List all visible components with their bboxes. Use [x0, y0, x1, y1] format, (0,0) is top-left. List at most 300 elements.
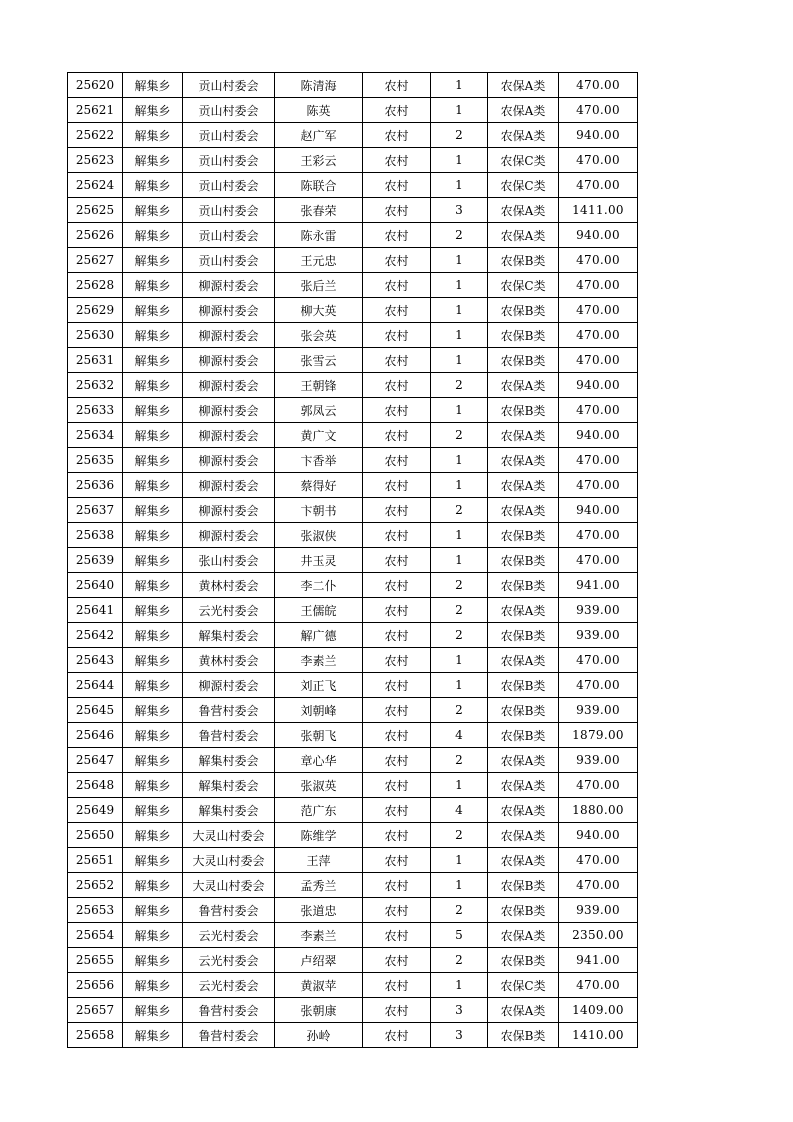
- village-committee-cell: 大灵山村委会: [183, 823, 275, 848]
- household-count-cell: 2: [431, 598, 488, 623]
- name-cell: 卞朝书: [275, 498, 363, 523]
- table-row: [68, 948, 638, 973]
- record-id-cell: 25639: [68, 548, 123, 573]
- amount-cell: 940.00: [559, 223, 638, 248]
- area-type-cell: 农村: [363, 948, 431, 973]
- household-count-cell: 2: [431, 698, 488, 723]
- category-cell: 农保B类: [488, 1023, 559, 1048]
- township-cell: 解集乡: [123, 673, 183, 698]
- township-cell: 解集乡: [123, 98, 183, 123]
- name-cell: 李素兰: [275, 648, 363, 673]
- name-cell: 王朝锋: [275, 373, 363, 398]
- name-cell: 刘朝峰: [275, 698, 363, 723]
- table-row: [68, 473, 638, 498]
- village-committee-cell: 大灵山村委会: [183, 873, 275, 898]
- name-cell: 孙岭: [275, 1023, 363, 1048]
- township-cell: 解集乡: [123, 398, 183, 423]
- table-row: [68, 673, 638, 698]
- amount-cell: 941.00: [559, 948, 638, 973]
- household-count-cell: 3: [431, 998, 488, 1023]
- village-committee-cell: 柳源村委会: [183, 423, 275, 448]
- area-type-cell: 农村: [363, 673, 431, 698]
- amount-cell: 470.00: [559, 273, 638, 298]
- category-cell: 农保B类: [488, 623, 559, 648]
- category-cell: 农保A类: [488, 73, 559, 98]
- category-cell: 农保B类: [488, 898, 559, 923]
- household-count-cell: 2: [431, 123, 488, 148]
- township-cell: 解集乡: [123, 473, 183, 498]
- amount-cell: 940.00: [559, 373, 638, 398]
- village-committee-cell: 柳源村委会: [183, 473, 275, 498]
- area-type-cell: 农村: [363, 523, 431, 548]
- area-type-cell: 农村: [363, 648, 431, 673]
- amount-cell: 470.00: [559, 173, 638, 198]
- village-committee-cell: 贡山村委会: [183, 248, 275, 273]
- household-count-cell: 1: [431, 148, 488, 173]
- category-cell: 农保B类: [488, 673, 559, 698]
- township-cell: 解集乡: [123, 898, 183, 923]
- township-cell: 解集乡: [123, 498, 183, 523]
- household-count-cell: 1: [431, 98, 488, 123]
- record-id-cell: 25643: [68, 648, 123, 673]
- amount-cell: 940.00: [559, 123, 638, 148]
- table-row: [68, 298, 638, 323]
- table-row: [68, 198, 638, 223]
- village-committee-cell: 贡山村委会: [183, 198, 275, 223]
- category-cell: 农保B类: [488, 248, 559, 273]
- area-type-cell: 农村: [363, 223, 431, 248]
- village-committee-cell: 柳源村委会: [183, 398, 275, 423]
- amount-cell: 470.00: [559, 548, 638, 573]
- table-row: [68, 323, 638, 348]
- amount-cell: 939.00: [559, 598, 638, 623]
- name-cell: 张雪云: [275, 348, 363, 373]
- household-count-cell: 1: [431, 273, 488, 298]
- area-type-cell: 农村: [363, 973, 431, 998]
- category-cell: 农保A类: [488, 198, 559, 223]
- village-committee-cell: 柳源村委会: [183, 348, 275, 373]
- table-row: [68, 423, 638, 448]
- area-type-cell: 农村: [363, 248, 431, 273]
- amount-cell: 939.00: [559, 898, 638, 923]
- name-cell: 郭凤云: [275, 398, 363, 423]
- area-type-cell: 农村: [363, 398, 431, 423]
- village-committee-cell: 大灵山村委会: [183, 848, 275, 873]
- record-id-cell: 25630: [68, 323, 123, 348]
- village-committee-cell: 张山村委会: [183, 548, 275, 573]
- township-cell: 解集乡: [123, 598, 183, 623]
- table-row: [68, 648, 638, 673]
- village-committee-cell: 贡山村委会: [183, 73, 275, 98]
- township-cell: 解集乡: [123, 298, 183, 323]
- household-count-cell: 4: [431, 723, 488, 748]
- amount-cell: 470.00: [559, 398, 638, 423]
- village-committee-cell: 云光村委会: [183, 598, 275, 623]
- category-cell: 农保A类: [488, 98, 559, 123]
- township-cell: 解集乡: [123, 798, 183, 823]
- table-row: [68, 798, 638, 823]
- area-type-cell: 农村: [363, 348, 431, 373]
- category-cell: 农保B类: [488, 298, 559, 323]
- village-committee-cell: 贡山村委会: [183, 98, 275, 123]
- record-id-cell: 25647: [68, 748, 123, 773]
- table-row: [68, 348, 638, 373]
- name-cell: 范广东: [275, 798, 363, 823]
- table-body: [68, 73, 638, 1048]
- name-cell: 王儒皖: [275, 598, 363, 623]
- table-row: [68, 748, 638, 773]
- record-id-cell: 25624: [68, 173, 123, 198]
- household-count-cell: 1: [431, 473, 488, 498]
- area-type-cell: 农村: [363, 548, 431, 573]
- amount-cell: 939.00: [559, 748, 638, 773]
- amount-cell: 940.00: [559, 823, 638, 848]
- amount-cell: 470.00: [559, 848, 638, 873]
- area-type-cell: 农村: [363, 848, 431, 873]
- area-type-cell: 农村: [363, 823, 431, 848]
- village-committee-cell: 鲁营村委会: [183, 898, 275, 923]
- category-cell: 农保B类: [488, 948, 559, 973]
- name-cell: 黄广文: [275, 423, 363, 448]
- record-id-cell: 25640: [68, 573, 123, 598]
- table-row: [68, 848, 638, 873]
- table-row: [68, 773, 638, 798]
- relief-table: [67, 72, 638, 1048]
- amount-cell: 470.00: [559, 973, 638, 998]
- township-cell: 解集乡: [123, 823, 183, 848]
- name-cell: 陈清海: [275, 73, 363, 98]
- record-id-cell: 25646: [68, 723, 123, 748]
- table-row: [68, 573, 638, 598]
- table-row: [68, 223, 638, 248]
- record-id-cell: 25658: [68, 1023, 123, 1048]
- category-cell: 农保A类: [488, 123, 559, 148]
- area-type-cell: 农村: [363, 598, 431, 623]
- township-cell: 解集乡: [123, 273, 183, 298]
- amount-cell: 470.00: [559, 473, 638, 498]
- township-cell: 解集乡: [123, 548, 183, 573]
- township-cell: 解集乡: [123, 448, 183, 473]
- name-cell: 张道忠: [275, 898, 363, 923]
- household-count-cell: 1: [431, 848, 488, 873]
- amount-cell: 940.00: [559, 498, 638, 523]
- amount-cell: 470.00: [559, 248, 638, 273]
- village-committee-cell: 柳源村委会: [183, 673, 275, 698]
- area-type-cell: 农村: [363, 73, 431, 98]
- township-cell: 解集乡: [123, 623, 183, 648]
- amount-cell: 470.00: [559, 348, 638, 373]
- household-count-cell: 1: [431, 873, 488, 898]
- category-cell: 农保A类: [488, 423, 559, 448]
- township-cell: 解集乡: [123, 123, 183, 148]
- amount-cell: 470.00: [559, 673, 638, 698]
- amount-cell: 940.00: [559, 423, 638, 448]
- township-cell: 解集乡: [123, 348, 183, 373]
- village-committee-cell: 黄林村委会: [183, 573, 275, 598]
- household-count-cell: 2: [431, 498, 488, 523]
- village-committee-cell: 柳源村委会: [183, 323, 275, 348]
- area-type-cell: 农村: [363, 123, 431, 148]
- record-id-cell: 25642: [68, 623, 123, 648]
- name-cell: 张淑英: [275, 773, 363, 798]
- table-row: [68, 148, 638, 173]
- name-cell: 刘正飞: [275, 673, 363, 698]
- household-count-cell: 2: [431, 898, 488, 923]
- household-count-cell: 1: [431, 523, 488, 548]
- township-cell: 解集乡: [123, 523, 183, 548]
- township-cell: 解集乡: [123, 173, 183, 198]
- village-committee-cell: 解集村委会: [183, 773, 275, 798]
- category-cell: 农保A类: [488, 848, 559, 873]
- township-cell: 解集乡: [123, 198, 183, 223]
- household-count-cell: 1: [431, 973, 488, 998]
- amount-cell: 470.00: [559, 98, 638, 123]
- record-id-cell: 25632: [68, 373, 123, 398]
- area-type-cell: 农村: [363, 173, 431, 198]
- table-row: [68, 923, 638, 948]
- table-row: [68, 73, 638, 98]
- amount-cell: 470.00: [559, 73, 638, 98]
- name-cell: 解广德: [275, 623, 363, 648]
- name-cell: 陈永雷: [275, 223, 363, 248]
- township-cell: 解集乡: [123, 698, 183, 723]
- record-id-cell: 25657: [68, 998, 123, 1023]
- household-count-cell: 2: [431, 223, 488, 248]
- name-cell: 孟秀兰: [275, 873, 363, 898]
- record-id-cell: 25626: [68, 223, 123, 248]
- table-row: [68, 973, 638, 998]
- township-cell: 解集乡: [123, 323, 183, 348]
- township-cell: 解集乡: [123, 648, 183, 673]
- household-count-cell: 1: [431, 298, 488, 323]
- amount-cell: 1409.00: [559, 998, 638, 1023]
- record-id-cell: 25645: [68, 698, 123, 723]
- township-cell: 解集乡: [123, 573, 183, 598]
- village-committee-cell: 黄林村委会: [183, 648, 275, 673]
- name-cell: 卢绍翠: [275, 948, 363, 973]
- record-id-cell: 25637: [68, 498, 123, 523]
- category-cell: 农保B类: [488, 348, 559, 373]
- table-row: [68, 823, 638, 848]
- name-cell: 陈联合: [275, 173, 363, 198]
- household-count-cell: 1: [431, 323, 488, 348]
- category-cell: 农保A类: [488, 923, 559, 948]
- name-cell: 王元忠: [275, 248, 363, 273]
- area-type-cell: 农村: [363, 423, 431, 448]
- village-committee-cell: 鲁营村委会: [183, 723, 275, 748]
- name-cell: 陈英: [275, 98, 363, 123]
- amount-cell: 941.00: [559, 573, 638, 598]
- amount-cell: 470.00: [559, 323, 638, 348]
- household-count-cell: 2: [431, 373, 488, 398]
- village-committee-cell: 柳源村委会: [183, 273, 275, 298]
- table-row: [68, 123, 638, 148]
- category-cell: 农保B类: [488, 698, 559, 723]
- name-cell: 李二仆: [275, 573, 363, 598]
- township-cell: 解集乡: [123, 248, 183, 273]
- category-cell: 农保B类: [488, 873, 559, 898]
- name-cell: 张春荣: [275, 198, 363, 223]
- category-cell: 农保B类: [488, 573, 559, 598]
- name-cell: 张会英: [275, 323, 363, 348]
- village-committee-cell: 贡山村委会: [183, 123, 275, 148]
- name-cell: 黄淑苹: [275, 973, 363, 998]
- amount-cell: 2350.00: [559, 923, 638, 948]
- village-committee-cell: 解集村委会: [183, 748, 275, 773]
- area-type-cell: 农村: [363, 923, 431, 948]
- category-cell: 农保A类: [488, 448, 559, 473]
- township-cell: 解集乡: [123, 148, 183, 173]
- table-row: [68, 723, 638, 748]
- record-id-cell: 25625: [68, 198, 123, 223]
- household-count-cell: 1: [431, 648, 488, 673]
- name-cell: 柳大英: [275, 298, 363, 323]
- record-id-cell: 25627: [68, 248, 123, 273]
- household-count-cell: 1: [431, 248, 488, 273]
- household-count-cell: 2: [431, 948, 488, 973]
- area-type-cell: 农村: [363, 723, 431, 748]
- record-id-cell: 25635: [68, 448, 123, 473]
- record-id-cell: 25656: [68, 973, 123, 998]
- record-id-cell: 25623: [68, 148, 123, 173]
- village-committee-cell: 贡山村委会: [183, 148, 275, 173]
- record-id-cell: 25654: [68, 923, 123, 948]
- name-cell: 王彩云: [275, 148, 363, 173]
- table-row: [68, 1023, 638, 1048]
- category-cell: 农保A类: [488, 998, 559, 1023]
- table-row: [68, 623, 638, 648]
- table-row: [68, 448, 638, 473]
- name-cell: 陈维学: [275, 823, 363, 848]
- category-cell: 农保B类: [488, 548, 559, 573]
- name-cell: 王萍: [275, 848, 363, 873]
- township-cell: 解集乡: [123, 873, 183, 898]
- area-type-cell: 农村: [363, 148, 431, 173]
- category-cell: 农保B类: [488, 398, 559, 423]
- category-cell: 农保A类: [488, 773, 559, 798]
- record-id-cell: 25636: [68, 473, 123, 498]
- village-committee-cell: 鲁营村委会: [183, 998, 275, 1023]
- village-committee-cell: 贡山村委会: [183, 173, 275, 198]
- household-count-cell: 5: [431, 923, 488, 948]
- record-id-cell: 25638: [68, 523, 123, 548]
- name-cell: 赵广军: [275, 123, 363, 148]
- name-cell: 井玉灵: [275, 548, 363, 573]
- record-id-cell: 25653: [68, 898, 123, 923]
- record-id-cell: 25641: [68, 598, 123, 623]
- household-count-cell: 1: [431, 673, 488, 698]
- name-cell: 蔡得好: [275, 473, 363, 498]
- table-row: [68, 598, 638, 623]
- record-id-cell: 25634: [68, 423, 123, 448]
- village-committee-cell: 柳源村委会: [183, 523, 275, 548]
- household-count-cell: 1: [431, 348, 488, 373]
- name-cell: 张后兰: [275, 273, 363, 298]
- record-id-cell: 25648: [68, 773, 123, 798]
- amount-cell: 1410.00: [559, 1023, 638, 1048]
- township-cell: 解集乡: [123, 223, 183, 248]
- township-cell: 解集乡: [123, 848, 183, 873]
- amount-cell: 1879.00: [559, 723, 638, 748]
- category-cell: 农保C类: [488, 148, 559, 173]
- area-type-cell: 农村: [363, 898, 431, 923]
- category-cell: 农保C类: [488, 973, 559, 998]
- category-cell: 农保A类: [488, 223, 559, 248]
- table-row: [68, 898, 638, 923]
- table-row: [68, 548, 638, 573]
- area-type-cell: 农村: [363, 448, 431, 473]
- area-type-cell: 农村: [363, 798, 431, 823]
- record-id-cell: 25628: [68, 273, 123, 298]
- amount-cell: 1411.00: [559, 198, 638, 223]
- record-id-cell: 25633: [68, 398, 123, 423]
- township-cell: 解集乡: [123, 1023, 183, 1048]
- household-count-cell: 4: [431, 798, 488, 823]
- area-type-cell: 农村: [363, 323, 431, 348]
- area-type-cell: 农村: [363, 773, 431, 798]
- household-count-cell: 2: [431, 748, 488, 773]
- record-id-cell: 25655: [68, 948, 123, 973]
- household-count-cell: 2: [431, 423, 488, 448]
- table-row: [68, 248, 638, 273]
- record-id-cell: 25620: [68, 73, 123, 98]
- township-cell: 解集乡: [123, 723, 183, 748]
- category-cell: 农保C类: [488, 173, 559, 198]
- area-type-cell: 农村: [363, 873, 431, 898]
- amount-cell: 470.00: [559, 148, 638, 173]
- category-cell: 农保C类: [488, 273, 559, 298]
- village-committee-cell: 云光村委会: [183, 948, 275, 973]
- township-cell: 解集乡: [123, 773, 183, 798]
- name-cell: 李素兰: [275, 923, 363, 948]
- township-cell: 解集乡: [123, 73, 183, 98]
- township-cell: 解集乡: [123, 923, 183, 948]
- village-committee-cell: 柳源村委会: [183, 448, 275, 473]
- township-cell: 解集乡: [123, 998, 183, 1023]
- township-cell: 解集乡: [123, 748, 183, 773]
- area-type-cell: 农村: [363, 298, 431, 323]
- amount-cell: 939.00: [559, 623, 638, 648]
- household-count-cell: 3: [431, 198, 488, 223]
- amount-cell: 470.00: [559, 648, 638, 673]
- record-id-cell: 25629: [68, 298, 123, 323]
- amount-cell: 470.00: [559, 773, 638, 798]
- name-cell: 章心华: [275, 748, 363, 773]
- village-committee-cell: 解集村委会: [183, 623, 275, 648]
- category-cell: 农保A类: [488, 798, 559, 823]
- amount-cell: 1880.00: [559, 798, 638, 823]
- amount-cell: 470.00: [559, 448, 638, 473]
- area-type-cell: 农村: [363, 748, 431, 773]
- area-type-cell: 农村: [363, 998, 431, 1023]
- record-id-cell: 25644: [68, 673, 123, 698]
- area-type-cell: 农村: [363, 498, 431, 523]
- household-count-cell: 1: [431, 73, 488, 98]
- village-committee-cell: 柳源村委会: [183, 498, 275, 523]
- household-count-cell: 2: [431, 823, 488, 848]
- table-row: [68, 373, 638, 398]
- record-id-cell: 25631: [68, 348, 123, 373]
- area-type-cell: 农村: [363, 1023, 431, 1048]
- table-row: [68, 698, 638, 723]
- township-cell: 解集乡: [123, 373, 183, 398]
- category-cell: 农保B类: [488, 723, 559, 748]
- record-id-cell: 25651: [68, 848, 123, 873]
- table-row: [68, 523, 638, 548]
- amount-cell: 939.00: [559, 698, 638, 723]
- name-cell: 张朝康: [275, 998, 363, 1023]
- category-cell: 农保A类: [488, 498, 559, 523]
